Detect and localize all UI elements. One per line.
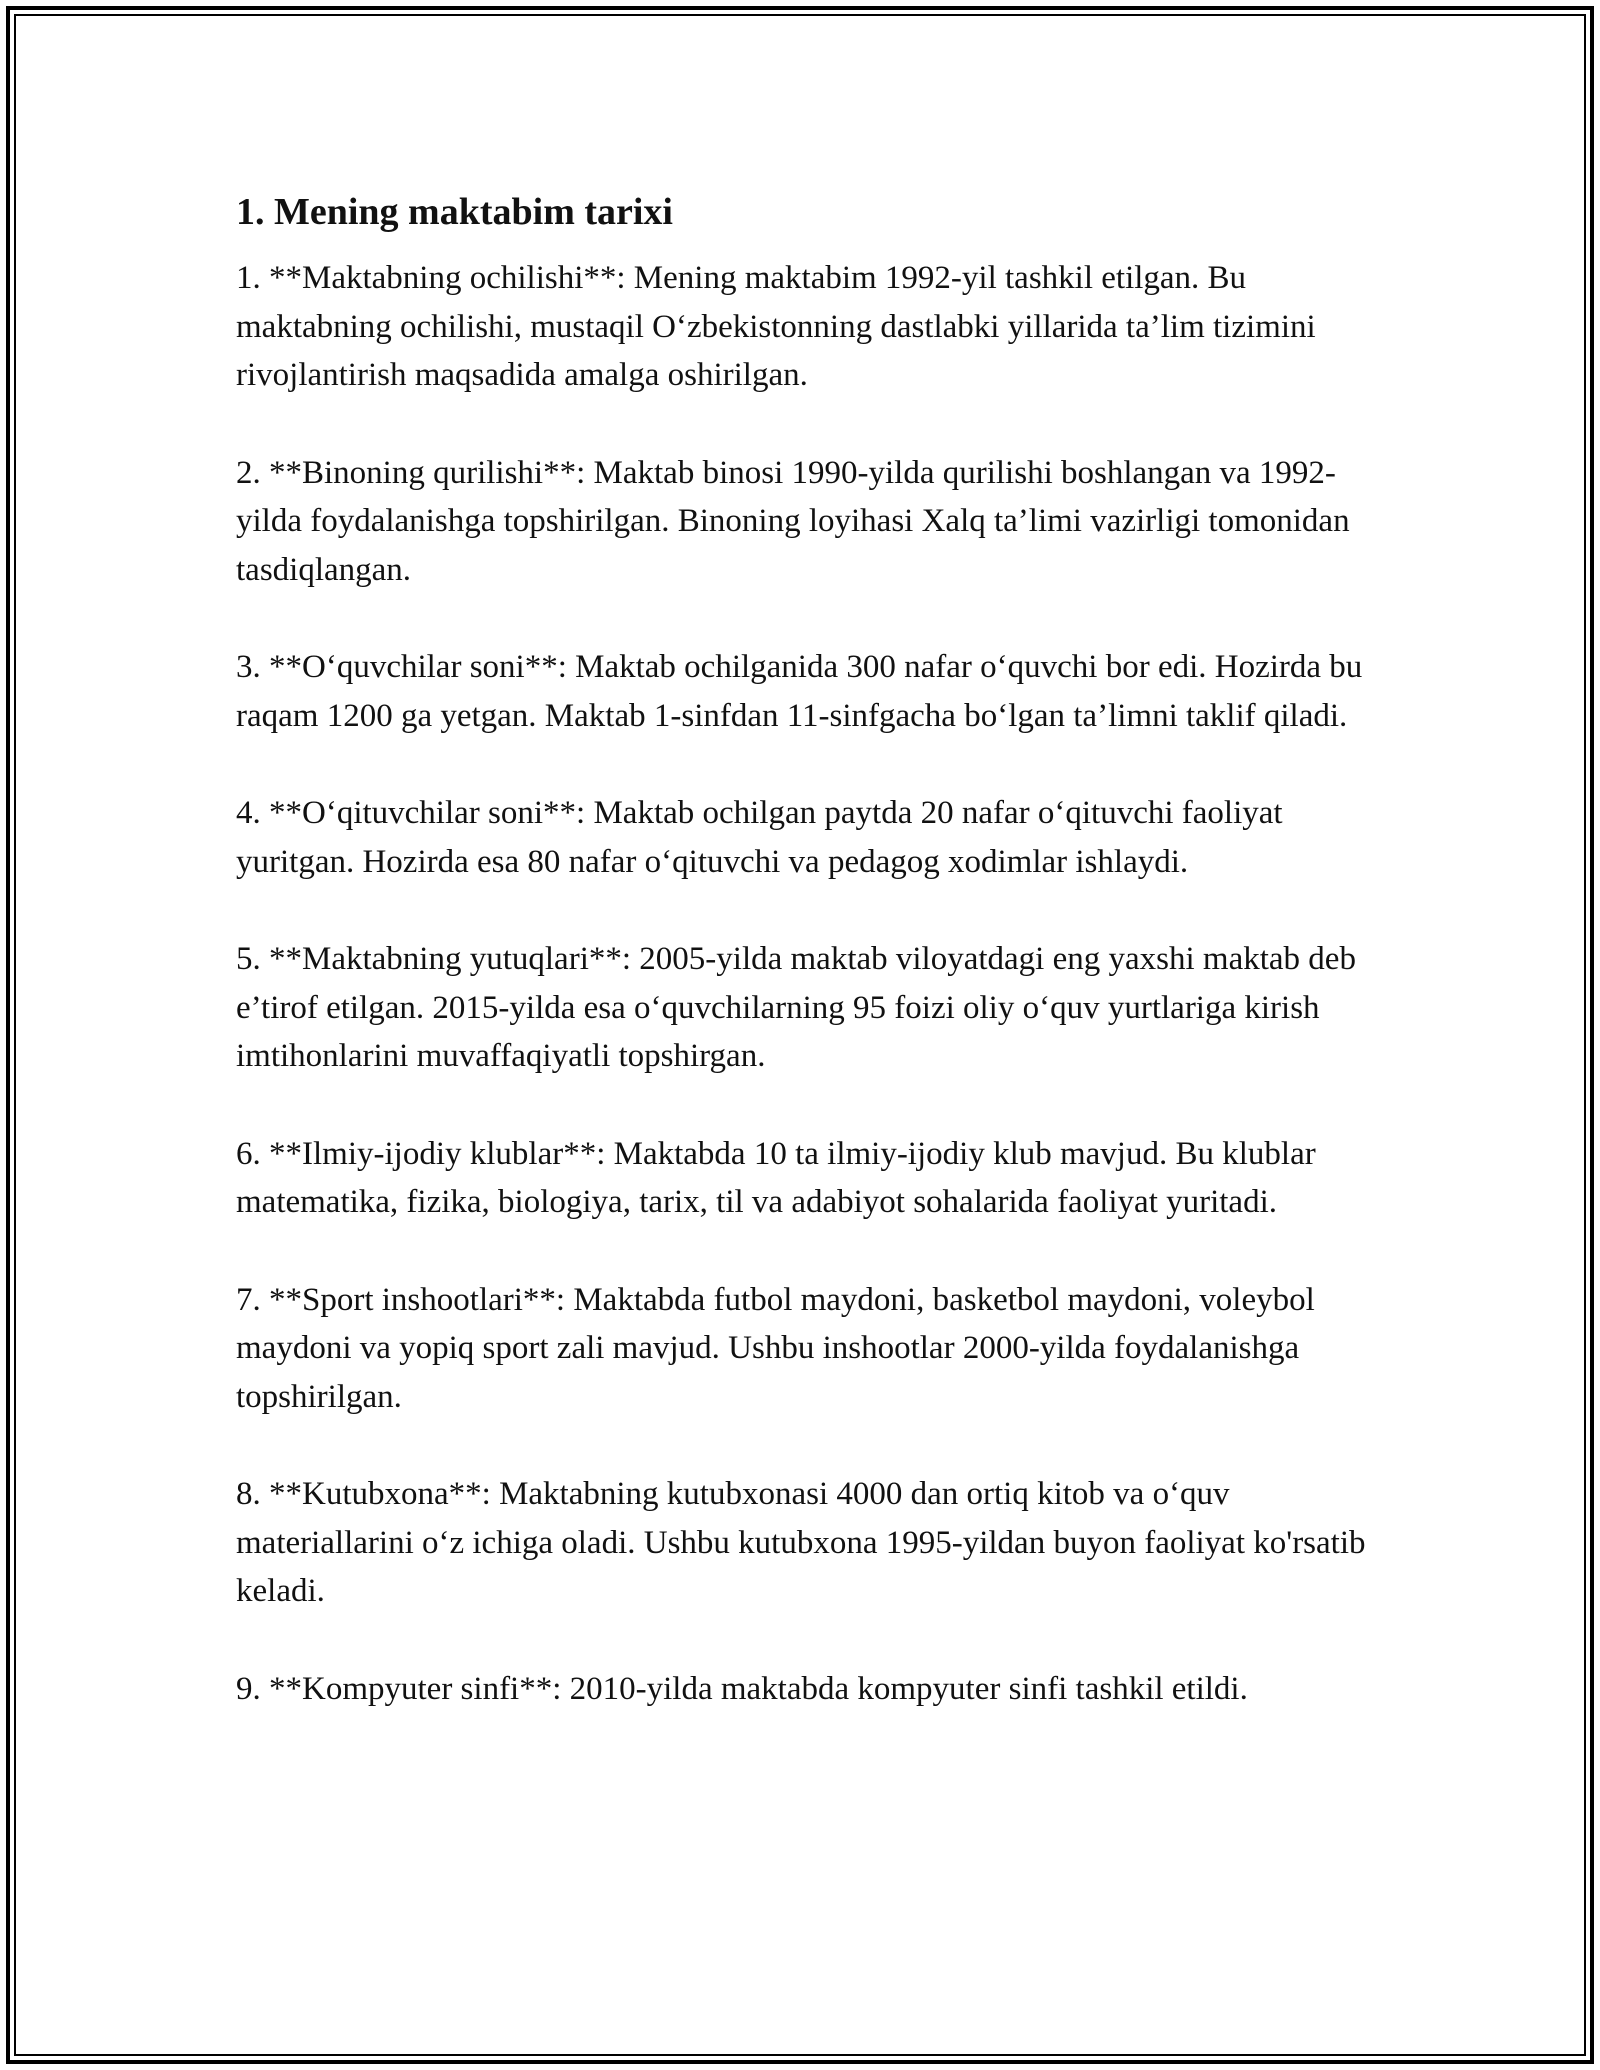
list-item: 1. **Maktabning ochilishi**: Mening maktabim 1992-yil tashkil etilgan. Bu maktabning ochilishi, mustaqil O‘zbekistonning dastlabki yillarida ta’lim tizimini rivojlantirish maqsadida amalga oshirilgan. [236, 260, 1316, 393]
list-item: 7. **Sport inshootlari**: Maktabda futbol maydoni, basketbol maydoni, voleybol maydoni va yopiq sport zali mavjud. Ushbu inshootlar 2000-yilda foydalanishga topshirilgan. [236, 1281, 1315, 1415]
list-item: 6. **Ilmiy-ijodiy klublar**: Maktabda 10 ta ilmiy-ijodiy klub mavjud. Bu klublar matematika, fizika, biologiya, tarix, til va adabiyot sohalarida faoliyat yuritadi. [236, 1135, 1316, 1220]
document-body [236, 186, 1386, 1762]
list-item: 2. **Binoning qurilishi**: Maktab binosi 1990-yilda qurilishi boshlangan va 1992-yilda foydalanishga topshirilgan. Binoning loyihasi Xalq ta’limi vazirligi tomonidan tasdiqlangan. [236, 454, 1350, 588]
list-item: 4. **O‘qituvchilar soni**: Maktab ochilgan paytda 20 nafar o‘qituvchi faoliyat yuritgan. Hozirda esa 80 nafar o‘qituvchi va pedagog xodimlar ishlaydi. [236, 795, 1283, 880]
list-item: 9. **Kompyuter sinfi**: 2010-yilda maktabda kompyuter sinfi tashkil etildi. [236, 1670, 1248, 1707]
list-item: 3. **O‘quvchilar soni**: Maktab ochilganida 300 nafar o‘quvchi bor edi. Hozirda bu raqam 1200 ga yetgan. Maktab 1-sinfdan 11-sinfgacha bo‘lgan ta’limni taklif qiladi. [236, 649, 1363, 734]
list-item: 5. **Maktabning yutuqlari**: 2005-yilda maktab viloyatdagi eng yaxshi maktab deb e’tirof etilgan. 2015-yilda esa o‘quvchilarning 95 foizi oliy o‘quv yurtlariga kirish imtihonlarini muvaffaqiyatli topshirgan. [236, 941, 1356, 1074]
document-title: 1. Mening maktabim tarixi [236, 191, 673, 233]
list-item: 8. **Kutubxona**: Maktabning kutubxonasi 4000 dan ortiq kitob va o‘quv materiallarini o‘z ichiga oladi. Ushbu kutubxona 1995-yildan buyon faoliyat ko'rsatib keladi. [236, 1476, 1366, 1609]
